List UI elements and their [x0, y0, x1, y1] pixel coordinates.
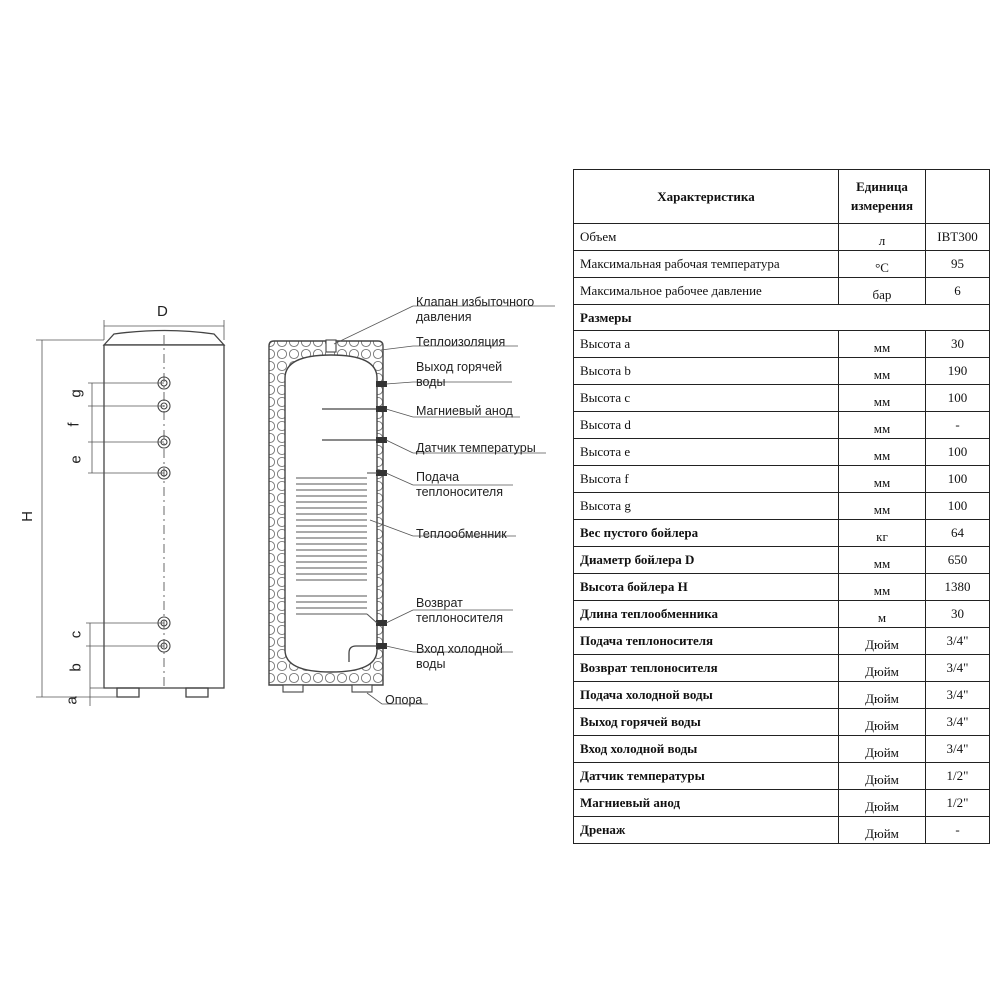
table-row	[574, 331, 990, 358]
row-unit: мм	[839, 574, 926, 601]
callout-coolant-supply: Подача теплоносителя	[416, 470, 503, 499]
callout-magnesium-anode: Магниевый анод	[416, 404, 513, 418]
row-name: Высота b	[574, 358, 839, 385]
header-characteristic: Характеристика	[574, 170, 839, 224]
dim-label-b: b	[67, 663, 85, 672]
callout-relief-valve: Клапан избыточного давления	[416, 295, 535, 324]
table-row	[574, 790, 990, 817]
table-row	[574, 224, 990, 251]
header-value	[926, 170, 990, 224]
row-name: Дренаж	[574, 817, 839, 844]
row-unit: кг	[839, 520, 926, 547]
heat-exchanger-coil	[296, 473, 377, 623]
row-unit: Дюйм	[839, 763, 926, 790]
table-row	[574, 682, 990, 709]
section-row	[574, 305, 990, 331]
row-name: Выход горячей воды	[574, 709, 839, 736]
front-view	[104, 331, 224, 698]
callout-support: Опора	[385, 693, 423, 707]
row-name: Высота c	[574, 385, 839, 412]
table-row	[574, 278, 990, 305]
table-row	[574, 358, 990, 385]
row-unit: мм	[839, 493, 926, 520]
row-name: Магниевый анод	[574, 790, 839, 817]
table-row	[574, 439, 990, 466]
row-unit: Дюйм	[839, 682, 926, 709]
row-unit: мм	[839, 466, 926, 493]
table-row	[574, 574, 990, 601]
table-row	[574, 709, 990, 736]
table-row	[574, 601, 990, 628]
row-unit: л	[839, 224, 926, 251]
row-unit: мм	[839, 358, 926, 385]
table-header-row	[574, 170, 990, 224]
row-value: 190	[926, 358, 990, 385]
callout-coolant-return: Возврат теплоносителя	[416, 596, 503, 625]
row-value: -	[926, 412, 990, 439]
row-name: Диаметр бойлера D	[574, 547, 839, 574]
row-unit: мм	[839, 439, 926, 466]
row-value: 3/4"	[926, 709, 990, 736]
dim-label-a: a	[63, 696, 81, 705]
table-row	[574, 547, 990, 574]
row-value: 1380	[926, 574, 990, 601]
row-name: Максимальная рабочая температура	[574, 251, 839, 278]
row-value: 100	[926, 466, 990, 493]
row-name: Вес пустого бойлера	[574, 520, 839, 547]
dim-label-c: c	[67, 630, 85, 639]
callout-heat-exchanger: Теплообменник	[416, 527, 507, 541]
table-row	[574, 817, 990, 844]
callout-temperature-sensor: Датчик температуры	[416, 441, 536, 455]
row-unit: мм	[839, 385, 926, 412]
row-unit: Дюйм	[839, 709, 926, 736]
row-unit: мм	[839, 331, 926, 358]
row-value: 100	[926, 385, 990, 412]
row-value: 3/4"	[926, 655, 990, 682]
row-name: Подача теплоносителя	[574, 628, 839, 655]
row-unit: м	[839, 601, 926, 628]
row-unit: мм	[839, 547, 926, 574]
row-value: 3/4"	[926, 682, 990, 709]
row-value: 1/2"	[926, 763, 990, 790]
table-row	[574, 251, 990, 278]
row-unit: °C	[839, 251, 926, 278]
table-row	[574, 763, 990, 790]
row-unit: мм	[839, 412, 926, 439]
callout-cold-water-inlet: Вход холодной воды	[416, 642, 503, 671]
row-name: Возврат теплоносителя	[574, 655, 839, 682]
row-value: 6	[926, 278, 990, 305]
table-row	[574, 736, 990, 763]
row-name: Высота e	[574, 439, 839, 466]
row-unit: Дюйм	[839, 736, 926, 763]
row-name: Высота g	[574, 493, 839, 520]
row-name: Высота a	[574, 331, 839, 358]
row-name: Вход холодной воды	[574, 736, 839, 763]
callout-hot-water-outlet: Выход горячей воды	[416, 360, 503, 389]
row-value: 95	[926, 251, 990, 278]
row-value: IBT300	[926, 224, 990, 251]
row-unit: Дюйм	[839, 655, 926, 682]
row-name: Высота d	[574, 412, 839, 439]
row-name: Высота f	[574, 466, 839, 493]
row-value: 3/4"	[926, 628, 990, 655]
table-row	[574, 466, 990, 493]
table-row	[574, 385, 990, 412]
row-name: Максимальное рабочее давление	[574, 278, 839, 305]
row-unit: Дюйм	[839, 628, 926, 655]
row-unit: Дюйм	[839, 817, 926, 844]
row-name: Длина теплообменника	[574, 601, 839, 628]
dim-label-e: e	[67, 455, 85, 464]
row-value: 1/2"	[926, 790, 990, 817]
table-row	[574, 520, 990, 547]
dim-label-f: f	[65, 422, 83, 427]
header-unit: Единица измерения	[839, 170, 926, 224]
row-value: -	[926, 817, 990, 844]
section-view	[269, 340, 387, 692]
dim-label-d: D	[157, 303, 168, 320]
row-name: Высота бойлера H	[574, 574, 839, 601]
row-value: 3/4"	[926, 736, 990, 763]
table-row	[574, 412, 990, 439]
callout-insulation: Теплоизоляция	[416, 335, 506, 349]
row-value: 30	[926, 331, 990, 358]
row-unit: Дюйм	[839, 790, 926, 817]
row-name: Объем	[574, 224, 839, 251]
table-row	[574, 655, 990, 682]
row-name: Датчик температуры	[574, 763, 839, 790]
spec-table	[573, 169, 990, 844]
table-row	[574, 628, 990, 655]
section-title: Размеры	[574, 305, 990, 331]
dim-label-g: g	[67, 389, 85, 398]
row-name: Подача холодной воды	[574, 682, 839, 709]
row-value: 64	[926, 520, 990, 547]
dim-label-h: H	[18, 511, 36, 522]
row-value: 100	[926, 439, 990, 466]
row-value: 100	[926, 493, 990, 520]
row-value: 650	[926, 547, 990, 574]
row-unit: бар	[839, 278, 926, 305]
table-row	[574, 493, 990, 520]
row-value: 30	[926, 601, 990, 628]
